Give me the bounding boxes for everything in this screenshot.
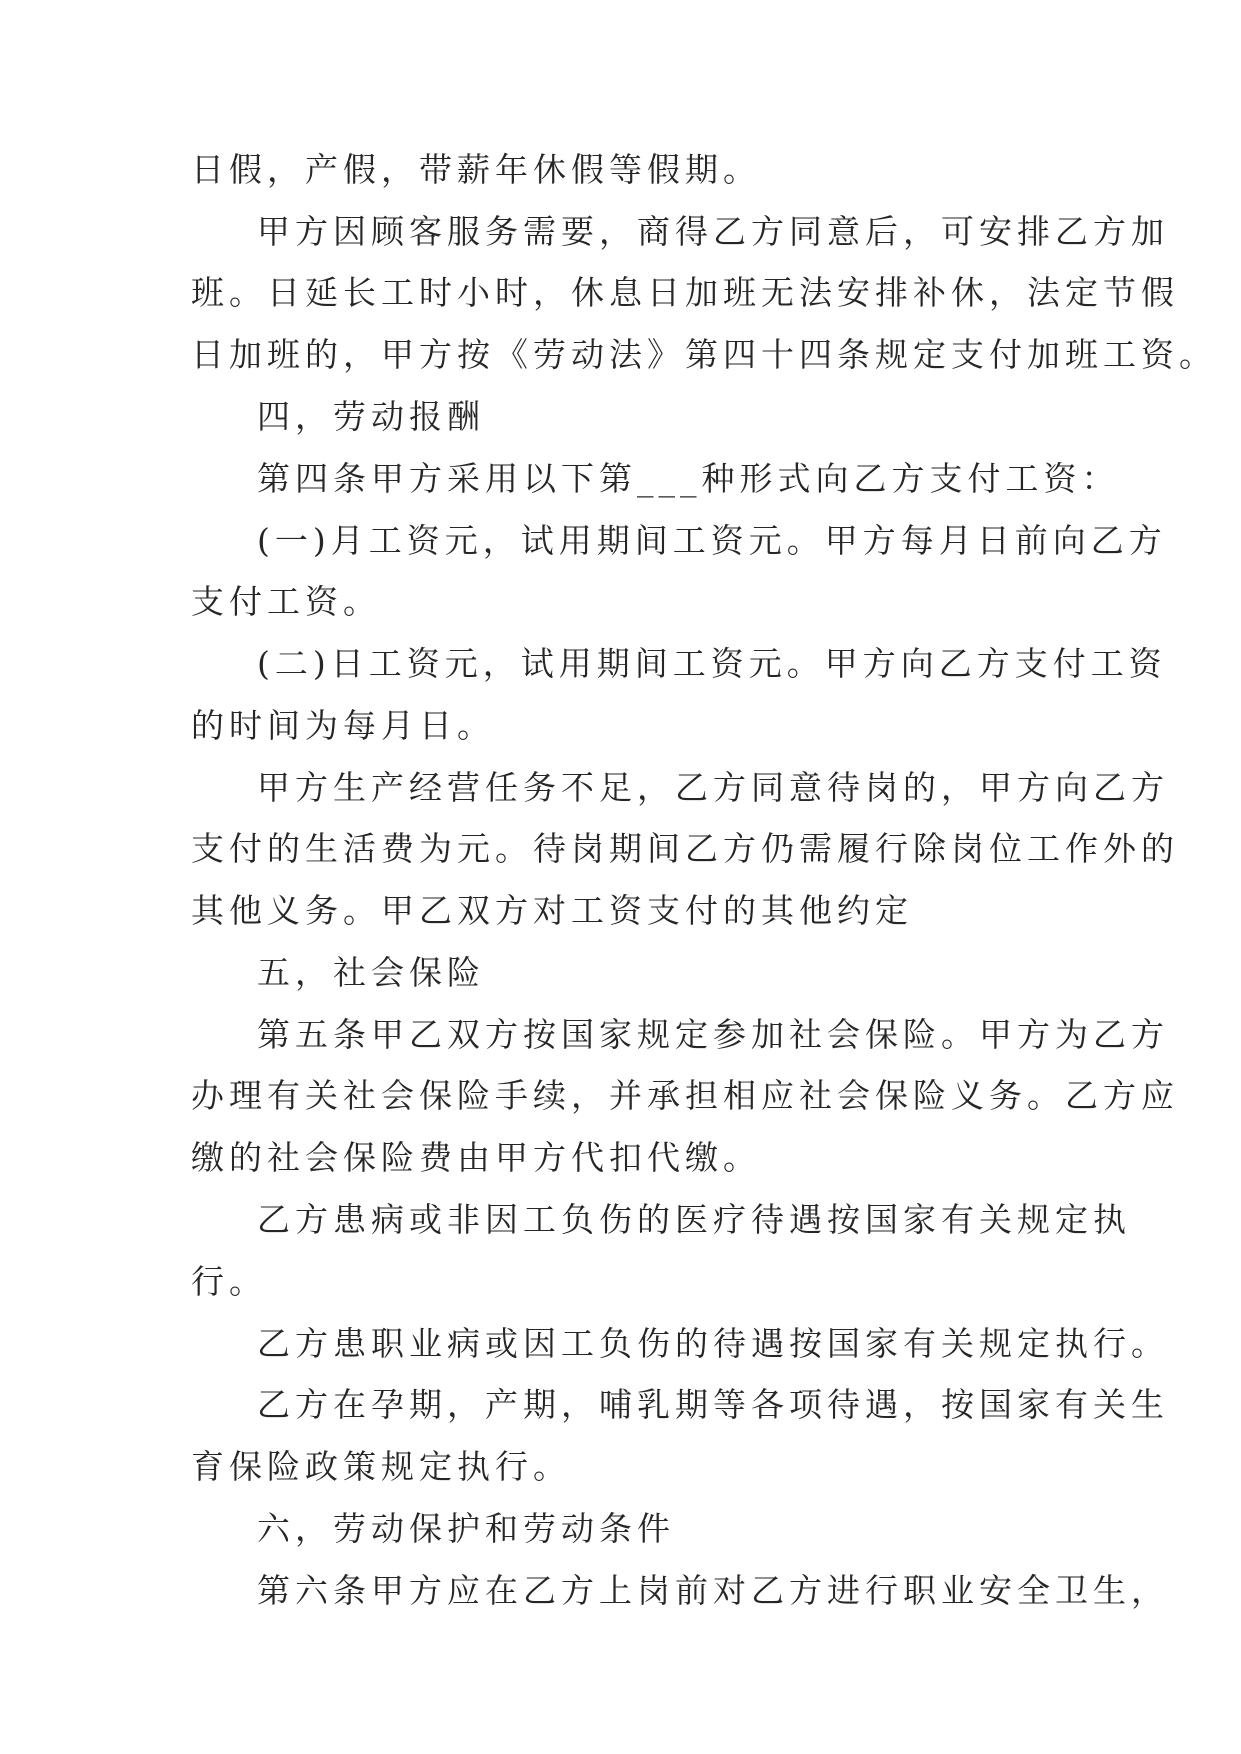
section-heading: 五，社会保险 xyxy=(257,953,485,992)
text-line: 甲方因顾客服务需要，商得乙方同意后，可安排乙方加 xyxy=(257,212,1169,251)
text-line: 的时间为每月日。 xyxy=(191,706,495,745)
section-heading: 四，劳动报酬 xyxy=(257,397,485,436)
text-line: 甲方生产经营任务不足，乙方同意待岗的，甲方向乙方 xyxy=(257,768,1169,807)
text-line: 育保险政策规定执行。 xyxy=(191,1447,571,1486)
text-line: 支付的生活费为元。待岗期间乙方仍需履行除岗位工作外的 xyxy=(191,829,1179,868)
text-line: 班。日延长工时小时，休息日加班无法安排补休，法定节假 xyxy=(191,273,1179,312)
text-line: 支付工资。 xyxy=(191,582,381,621)
text-line: 乙方在孕期，产期，哺乳期等各项待遇，按国家有关生 xyxy=(257,1385,1169,1424)
text-line: 乙方患病或非因工负伤的医疗待遇按国家有关规定执 xyxy=(257,1200,1131,1239)
text-line: 第六条甲方应在乙方上岗前对乙方进行职业安全卫生， xyxy=(257,1571,1169,1610)
text-line: 第四条甲方采用以下第___种形式向乙方支付工资： xyxy=(257,459,1120,498)
text-line: 行。 xyxy=(191,1262,267,1301)
text-line: 日加班的，甲方按《劳动法》第四十四条规定支付加班工资。 xyxy=(191,335,1217,374)
text-line: 第五条甲乙双方按国家规定参加社会保险。甲方为乙方 xyxy=(257,1015,1169,1054)
section-heading: 六，劳动保护和劳动条件 xyxy=(257,1509,675,1548)
text-line: 日假，产假，带薪年休假等假期。 xyxy=(191,150,761,189)
text-line: 乙方患职业病或因工负伤的待遇按国家有关规定执行。 xyxy=(257,1324,1169,1363)
text-line: 其他义务。甲乙双方对工资支付的其他约定 xyxy=(191,891,913,930)
text-line: (一)月工资元，试用期间工资元。甲方每月日前向乙方 xyxy=(257,521,1167,560)
text-line: 缴的社会保险费由甲方代扣代缴。 xyxy=(191,1138,761,1177)
text-line: 办理有关社会保险手续，并承担相应社会保险义务。乙方应 xyxy=(191,1076,1179,1115)
text-line: (二)日工资元，试用期间工资元。甲方向乙方支付工资 xyxy=(257,644,1167,683)
